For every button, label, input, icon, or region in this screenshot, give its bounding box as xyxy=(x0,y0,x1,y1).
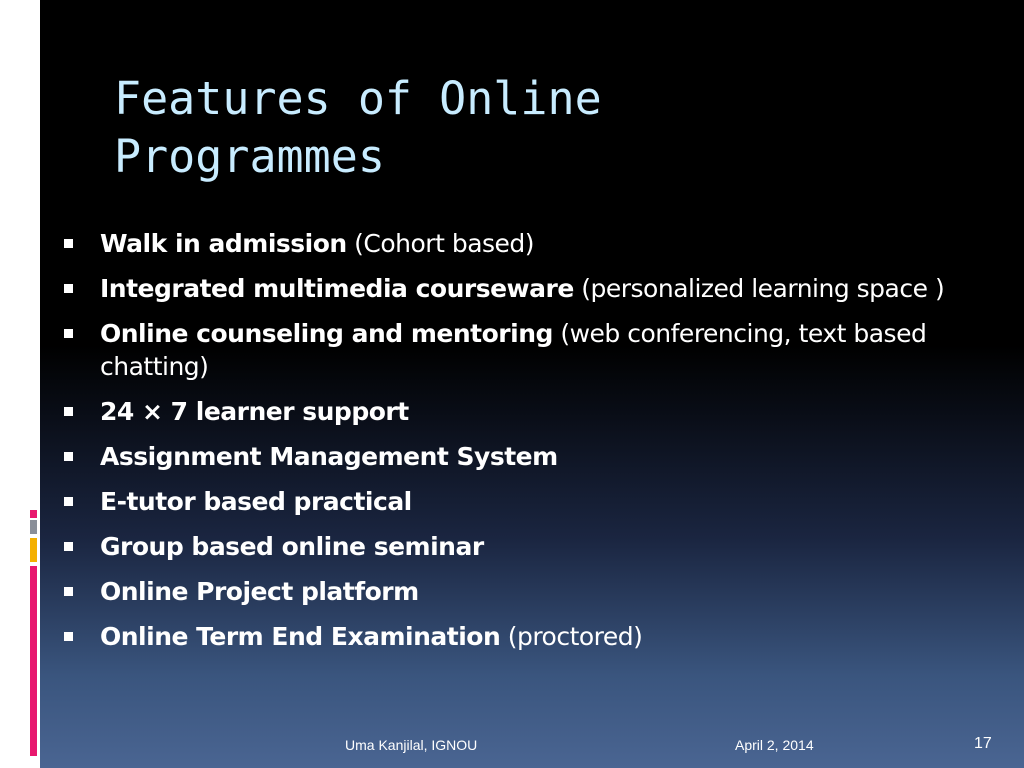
bullet-item: Online counseling and mentoring (web conferencing, text based chatting) xyxy=(60,317,1010,383)
title-line-2: Programmes xyxy=(114,130,385,183)
bullet-item: Group based online seminar xyxy=(60,530,1010,563)
slide-title xyxy=(114,70,914,186)
footer-author: Uma Kanjilal, IGNOU xyxy=(345,737,478,753)
bullet-item: Online Term End Examination (proctored) xyxy=(60,620,1010,653)
bullet-item: Online Project platform xyxy=(60,575,1010,608)
bullet-item: 24 × 7 learner support xyxy=(60,395,1010,428)
square-bullet-icon xyxy=(64,632,73,641)
square-bullet-icon xyxy=(64,284,73,293)
accent-strip-pink xyxy=(30,510,37,518)
title-line-1: Features of Online xyxy=(114,72,602,125)
accent-strip-orange xyxy=(30,538,37,562)
bullet-item: Assignment Management System xyxy=(60,440,1010,473)
square-bullet-icon xyxy=(64,407,73,416)
left-sidebar xyxy=(0,0,40,768)
footer-page-number: 17 xyxy=(974,735,992,752)
bullet-list xyxy=(60,227,1010,665)
square-bullet-icon xyxy=(64,452,73,461)
slide xyxy=(40,0,1024,768)
bullet-item: E-tutor based practical xyxy=(60,485,1010,518)
square-bullet-icon xyxy=(64,497,73,506)
footer-date: April 2, 2014 xyxy=(735,737,814,753)
square-bullet-icon xyxy=(64,329,73,338)
bullet-item: Integrated multimedia courseware (personalized learning space ) xyxy=(60,272,1010,305)
square-bullet-icon xyxy=(64,587,73,596)
square-bullet-icon xyxy=(64,542,73,551)
square-bullet-icon xyxy=(64,239,73,248)
bullet-item: Walk in admission (Cohort based) xyxy=(60,227,1010,260)
accent-strip-pink-long xyxy=(30,566,37,756)
accent-strip-gray xyxy=(30,520,37,534)
